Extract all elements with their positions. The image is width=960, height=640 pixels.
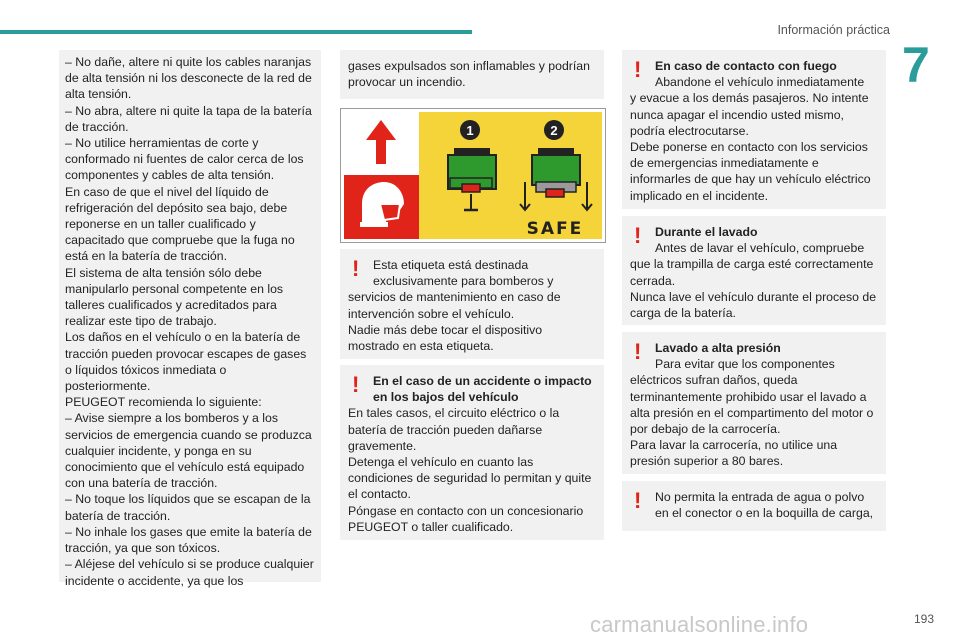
high-voltage-precautions-panel — [59, 50, 321, 588]
safety-label-graphic — [340, 108, 606, 243]
warning-contact-first-line: Abandone el vehículo inmediatamente — [655, 75, 865, 90]
warning-exclamation-icon: ! — [634, 339, 642, 364]
warning-exclamation-icon: ! — [352, 372, 360, 397]
warning-water-dust-notice — [622, 481, 886, 531]
warning-label-first-line: Esta etiqueta está destinada — [373, 258, 529, 272]
warning-wash-first-line: Antes de lavar el vehículo, compruebe — [655, 241, 865, 256]
gases-continuation-panel — [340, 50, 604, 99]
warning-label-notice — [340, 249, 604, 359]
watermark: carmanualsonline.info — [590, 612, 809, 637]
warning-exclamation-icon: ! — [634, 223, 642, 248]
warning-contact-body: y evacue a los demás pasajeros. No intente nunca apagar el incendio usted mismo, podría electrocutarse. Debe ponerse en contacto con los servicios de emergencias inmediatamente e informarles de que hay un vehículo eléctrico implicado en el incidente. — [630, 91, 871, 203]
warning-hp-title: Lavado a alta presión — [655, 341, 781, 355]
badge-2-text: 2 — [550, 123, 558, 138]
header-accent-bar — [0, 30, 472, 34]
warning-exclamation-icon: ! — [634, 57, 642, 82]
gases-text: gases expulsados son inflamables y podrían provocar un incendio. — [348, 59, 590, 90]
warning-accident-title: En el caso de un accidente o impacto en los bajos del vehículo — [373, 374, 592, 405]
precautions-text: – No dañe, altere ni quite los cables naranjas de alta tensión ni los desconecte de la red de alta tensión. – No abra, altere ni quite la tapa de la batería de tracción. – No utilice herramientas de corte y conformado ni fuentes de calor cerca de los componentes y cables de alta tensión. En caso de que el nivel del líquido de refrigeración del depósito sea bajo, debe reponerse en un taller cualificado y capacitado que compruebe que la fuga no está en la batería de tracción. El sistema de alta tensión sólo debe manipularlo personal competente en los talleres cualificados y acreditados para realizar este tipo de trabajo. Los daños en el vehículo o en la batería de tracción pueden provocar escapes de gases o líquidos tóxicos inmediata o posteriormente. PEUGEOT recomienda lo siguiente: – Avise siempre a los bomberos y a los servicios de emergencia cuando se produzca cualquier incidente, y ponga en su conocimiento que el vehículo está equipado con una batería de tracción. – No toque los líquidos que se escapan de la batería de tracción. – No inhale los gases que emite la batería de tracción, ya que son tóxicos. – Aléjese del vehículo si se produce cualquier incidente o accidente, ya que los — [65, 55, 314, 588]
warning-washing-notice — [622, 216, 886, 325]
firefighter-safety-label — [340, 108, 606, 243]
warning-wash-body: que la trampilla de carga esté correctamente cerrada. Nunca lave el vehículo durante el proceso de carga de la batería. — [630, 257, 877, 321]
warning-hp-first-line: Para evitar que los componentes — [655, 357, 835, 372]
warning-label-body: exclusivamente para bomberos y servicios de mantenimiento en caso de intervención sobre el vehículo. Nadie más debe tocar el dispositivo mostrado en esta etiqueta. — [348, 274, 561, 354]
section-title: Información práctica — [777, 23, 890, 37]
warning-accident-notice — [340, 365, 604, 540]
warning-exclamation-icon: ! — [352, 256, 360, 281]
warning-contact-title: En caso de contacto con fuego — [655, 59, 837, 73]
page-number: 193 — [913, 612, 934, 626]
badge-1-text: 1 — [466, 123, 474, 138]
chapter-number: 7 — [902, 37, 930, 93]
warning-high-pressure-notice — [622, 332, 886, 474]
warning-water-text: No permita la entrada de agua o polvo en el conector o en la boquilla de carga, — [655, 490, 874, 521]
safe-text: SAFE — [526, 219, 584, 239]
warning-wash-title: Durante el lavado — [655, 225, 758, 239]
warning-hp-body: eléctricos sufran daños, queda terminantemente prohibido usar el lavado a alta presión en el compartimento del motor o por debajo de la carrocería. Para lavar la carrocería, no utilice una presión superior a 80 bares. — [630, 373, 874, 469]
warning-accident-body: En tales casos, el circuito eléctrico o la batería de tracción pueden dañarse gravemente. Detenga el vehículo en cuanto las condiciones de seguridad lo permitan y quite el contacto. Póngase en contacto con un concesionario PEUGEOT o taller cualificado. — [348, 406, 592, 534]
warning-fire-contact-notice — [622, 50, 886, 209]
warning-exclamation-icon: ! — [634, 488, 642, 513]
